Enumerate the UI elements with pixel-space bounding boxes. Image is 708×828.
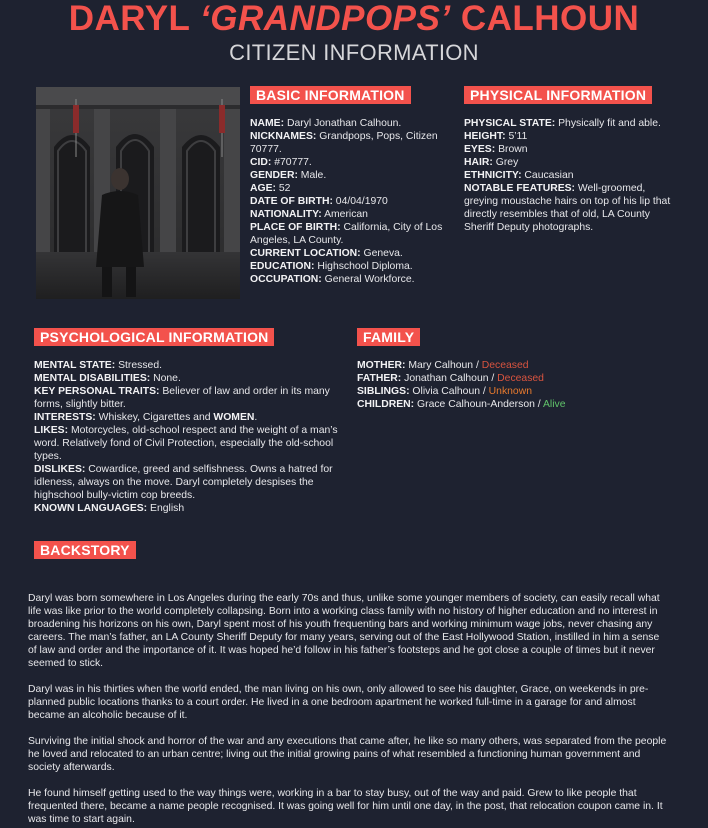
list-item: PHYSICAL STATE: Physically fit and able. [464,118,661,129]
list-item: ETHNICITY: Caucasian [464,170,574,181]
list-item: OCCUPATION: General Workforce. [250,274,415,285]
list-item: CHILDREN: Grace Calhoun-Anderson / Alive [357,399,566,410]
list-item: CURRENT LOCATION: Geneva. [250,248,403,259]
title-first-name: DARYL [68,0,201,38]
list-item: EDUCATION: Highschool Diploma. [250,261,413,272]
psychological-information-list [34,359,342,515]
list-item: GENDER: Male. [250,170,327,181]
family-list [357,359,677,411]
list-item: EYES: Brown [464,144,528,155]
basic-information-list [250,117,446,286]
physical-information-header: PHYSICAL INFORMATION [464,86,652,104]
list-item: NATIONALITY: American [250,209,368,220]
page-subtitle: CITIZEN INFORMATION [229,40,479,65]
page-title [0,0,708,38]
list-item: CID: #70777. [250,157,312,168]
list-item: HAIR: Grey [464,157,519,168]
list-item: NICKNAMES: Grandpops, Pops, Citizen 70777. [250,131,438,155]
list-item: NOTABLE FEATURES: Well-groomed, greying moustache hairs on top of his lip that directly resembles that of old, LA County Sheriff Deputy photographs. [464,183,671,233]
physical-information-list [464,117,678,234]
list-item: LIKES: Motorcycles, old-school respect and the weight of a man’s word. Relatively fond of Civil Protection, especially the old-school types. [34,425,338,462]
status-unknown: Unknown [488,386,532,397]
citizen-photo [36,87,240,299]
family-header: FAMILY [357,328,420,346]
backstory-paragraph: Surviving the initial shock and horror of the war and any executions that came after, he like so many others, was separated from the people he loved and relocated to an urban centre; living out the initial growing pains of what resembled a functioning human government and society afterwards. [28,736,667,773]
list-item: MOTHER: Mary Calhoun / Deceased [357,360,529,371]
title-nickname: ‘GRANDPOPS’ [200,0,451,38]
backstory-paragraph: Daryl was born somewhere in Los Angeles during the early 70s and thus, unlike some younger members of society, can easily recall what life was like prior to the world completely collapsing. Born into a working class family with no history of higher education and no interest in broadening his horizons on his own, Daryl spent most of his youth frequenting bars and working minimum wage jobs, never chasing any careers. The man’s father, an LA County Sheriff Deputy for many years, serving out of the East Hollywood Station, instilled in him a sense of law and order and the importance of it. It was hoped he’d follow in his father’s footsteps and he got close a couple of times but it never seemed to stick. [28,593,660,669]
title-last-name: CALHOUN [450,0,640,38]
basic-information-header: BASIC INFORMATION [250,86,411,104]
list-item: NAME: Daryl Jonathan Calhoun. [250,118,402,129]
backstory-paragraph: He found himself getting used to the way things were, working in a bar to stay busy, out of the way and paid. Grew to like people that frequented there, became a name people recognised. It was going well for him until one day, in the post, that relocation coupon came in. It was time to start again. [28,788,663,825]
list-item: MENTAL DISABILITIES: None. [34,373,181,384]
list-item: HEIGHT: 5’11 [464,131,528,142]
psychological-information-header: PSYCHOLOGICAL INFORMATION [34,328,274,346]
backstory-paragraph: Daryl was in his thirties when the world ended, the man living on his own, only allowed to see his daughter, Grace, on weekends in pre-planned public locations thanks to a court order. He lived in a one bedroom apartment he worked full-time in a garage for and almost became an alcoholic because of it. [28,684,649,721]
backstory-header: BACKSTORY [34,541,136,559]
list-item: AGE: 52 [250,183,291,194]
status-alive: Alive [542,399,566,410]
list-item: FATHER: Jonathan Calhoun / Deceased [357,373,544,384]
list-item: KEY PERSONAL TRAITS: Believer of law and order in its many forms, slightly bitter. [34,386,330,410]
list-item: KNOWN LANGUAGES: English [34,503,185,514]
list-item: MENTAL STATE: Stressed. [34,360,162,371]
list-item: PLACE OF BIRTH: California, City of Los Angeles, LA County. [250,222,443,246]
list-item: DATE OF BIRTH: 04/04/1970 [250,196,388,207]
status-deceased: Deceased [497,373,544,384]
list-item: DISLIKES: Cowardice, greed and selfishness. Owns a hatred for idleness, always on the move. Daryl completely despises the highschool bully-victim cop breeds. [34,464,333,501]
status-deceased: Deceased [481,360,529,371]
list-item: INTERESTS: Whiskey, Cigarettes and WOMEN. [34,412,258,423]
list-item: SIBLINGS: Olivia Calhoun / Unknown [357,386,532,397]
